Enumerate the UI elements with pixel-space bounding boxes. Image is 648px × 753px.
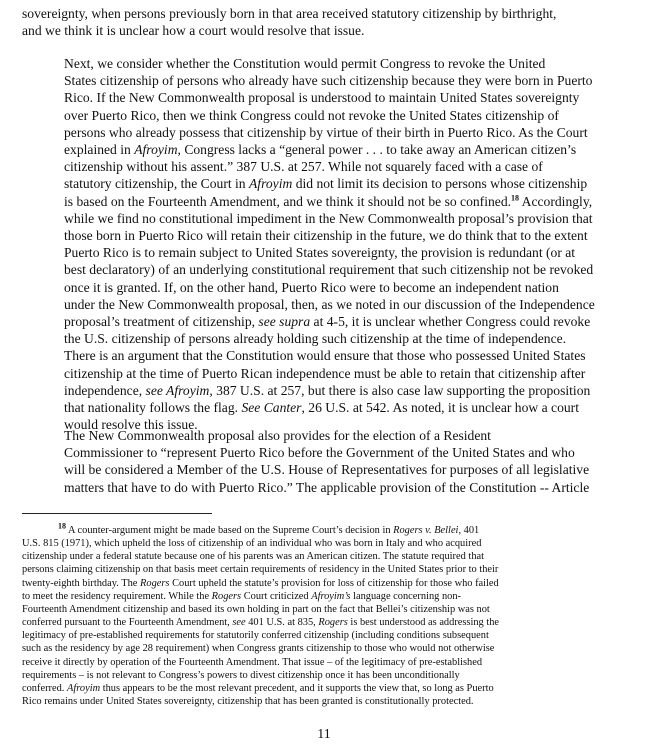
text-line [22,89,628,106]
italic-citation: see supra [258,314,311,330]
text-line [22,72,628,89]
text-line [22,616,628,629]
text-run: persons claiming citizenship on that basis meet certain requirements of residency in the United States prior to their [22,564,499,576]
footnote-divider [22,513,212,514]
text-run: citizenship under a federal statute because one of his parents was an American citizen. The statute required that [22,551,485,563]
text-run: requirements – is not relevant to Congress’s powers to divest citizenship once it has been unconditionally [22,669,460,681]
text-run: There is an argument that the Constitution would ensure that those who possessed United States [64,348,586,364]
text-run: over Puerto Rico, then we think Congress could not revoke the United States citizenship of [64,107,559,123]
text-run: explained in [64,142,135,158]
text-run: 401 U.S. at 835, [245,617,319,629]
text-line [22,537,628,550]
italic-citation: Rogers [318,617,348,629]
text-line [22,279,628,296]
text-run: States citizenship of persons who already have such citizenship because they were born in Puerto [64,73,593,89]
text-line [22,365,628,382]
text-run: U.S. 815 (1971), which upheld the loss of citizenship of an individual who was born in Italy and who acquired [22,538,482,550]
text-run: Rico. If the New Commonwealth proposal is understood to maintain United States sovereignty [64,90,580,106]
text-run: Next, we consider whether the Constitution would permit Congress to revoke the United [64,56,546,71]
text-run: twenty-eighth birthday. The [22,577,141,589]
text-run: legitimacy of pre-established requirements for statutorily conferred citizenship (including conditions subsequent [22,630,489,642]
text-line [22,244,628,261]
text-run: such as the residency by age 28 requirement) when Congress grants citizenship to those who would not otherwise [22,643,495,655]
text-line [22,656,628,669]
text-line [22,193,628,210]
text-line [22,330,628,347]
text-line [22,550,628,563]
text-line [22,313,628,330]
text-line [22,682,628,695]
text-run: proposal’s treatment of citizenship, [64,314,259,330]
paragraph-resident-commissioner [22,427,628,496]
italic-citation: Rogers [140,577,170,589]
text-run: Court upheld the statute’s provision for loss of citizenship for those who failed [169,577,499,589]
italic-citation: See Canter [241,400,302,416]
text-run: to meet the residency requirement. While the [22,590,212,602]
text-run: thus appears to be the most relevant precedent, and it supports the view that, so long as Puerto [100,682,494,694]
text-run: , Congress lacks a “general power . . . to take away an American citizen’s [177,142,577,158]
text-line: The New Commonwealth proposal also provides for the election of a Resident [64,428,491,443]
text-run: is best understood as addressing the [347,617,500,629]
text-run: conferred. [22,682,67,694]
italic-citation: Rogers v. Bellei [393,525,459,536]
text-run: language concerning non- [350,590,461,602]
text-run: the U.S. citizenship of persons already holding such citizenship at the time of independence. [64,331,567,347]
italic-citation: see Afroyim [145,382,210,398]
page-number: 11 [317,727,331,742]
italic-citation: Rogers [211,590,242,602]
text-run: that nationality follows the flag. [64,400,242,416]
text-line [22,175,628,192]
text-line [22,521,628,537]
text-line: sovereignty, when persons previously born in that area received statutory citizenship by birthright, [22,6,557,21]
text-line [22,296,628,313]
text-line [22,642,628,655]
text-run: best declaratory) of an underlying constitutional requirement that such citizenship not be revoked [64,262,594,278]
text-line [22,577,628,590]
text-run: would resolve this issue. [64,417,198,433]
text-line [22,399,628,416]
text-line [22,347,628,364]
text-line [22,261,628,278]
italic-citation: Afroyim [249,176,293,192]
text-line [22,227,628,244]
text-run: , 26 U.S. at 542. As noted, it is unclear how a court [301,400,579,416]
text-run: persons who already possess that citizenship by virtue of their birth in Puerto Rico. As the Court [64,124,588,140]
text-run: Fourteenth Amendment citizenship and based its own holding in part on the fact that Bellei’s citizenship was not [22,603,490,615]
paragraph-citizenship-revocation [22,55,628,433]
italic-citation: Afroyim’s [311,590,351,602]
text-line: matters that have to do with Puerto Rico.” The applicable provision of the Constitution -- Article [64,479,590,495]
text-run: while we find no constitutional impediment in the New Commonwealth proposal’s provision that [64,210,593,226]
text-run: once it is granted. If, on the other hand, Puerto Rico were to become an independent nation [64,279,559,295]
footnote-marker: 18 [58,521,66,531]
text-run: is based on the Fourteenth Amendment, and we think it should not be so confined. [64,193,512,209]
paragraph-continued [22,5,628,39]
text-run: citizenship without his assent.” 387 U.S. at 257. While not squarely faced with a case of [64,159,543,175]
text-run: Court criticized [241,590,312,602]
footnote-reference: 18 [511,193,520,203]
text-run: independence, [64,382,146,398]
text-line [22,563,628,576]
text-line [22,55,628,72]
text-run: , 387 U.S. at 257, but there is also case law supporting the proposition [209,382,591,398]
text-run: statutory citizenship, the Court in [64,176,249,192]
text-line [22,695,628,708]
text-run: Puerto Rico is to remain subject to United States sovereignty, the provision is redundant (or at [64,245,576,261]
text-line: Commissioner to “represent Puerto Rico before the Government of the United States and who [64,445,575,461]
text-line [22,124,628,141]
text-run: conferred pursuant to the Fourteenth Amendment, [22,617,233,629]
text-line [22,590,628,603]
text-run: Accordingly, [519,193,593,209]
text-line [22,629,628,642]
text-run: Rico remains under United States sovereignty, citizenship that has been granted is constitutionally protected. [22,696,474,708]
text-run: citizenship at the time of Puerto Rican independence must be able to retain that citizenship after [64,365,586,381]
text-line [22,603,628,616]
text-line [22,210,628,227]
text-run: under the New Commonwealth proposal, then, as we noted in our discussion of the Independence [64,296,595,312]
text-line: will be considered a Member of the U.S. House of Representatives for purposes of all legislative [64,462,590,478]
text-line [22,107,628,124]
text-run: those born in Puerto Rico will retain their citizenship in the future, we do think that to the extent [64,228,588,244]
text-run: , 401 [458,525,480,536]
text-run: receive it directly by operation of the Fourteenth Amendment. That issue – of the legitimacy of pre-established [22,656,483,668]
text-run: did not limit its decision to persons whose citizenship [292,176,588,192]
text-run: at 4-5, it is unclear whether Congress could revoke [310,314,591,330]
italic-citation: see [232,617,246,629]
italic-citation: Afroyim [67,682,101,694]
text-line: and we think it is unclear how a court would resolve that issue. [22,23,365,39]
italic-citation: Afroyim [134,142,178,158]
text-line [22,669,628,682]
text-line [22,382,628,399]
text-run: A counter-argument might be made based on the Supreme Court’s decision in [68,525,394,536]
text-line [22,141,628,158]
footnote-18 [22,521,628,708]
text-line [22,158,628,175]
